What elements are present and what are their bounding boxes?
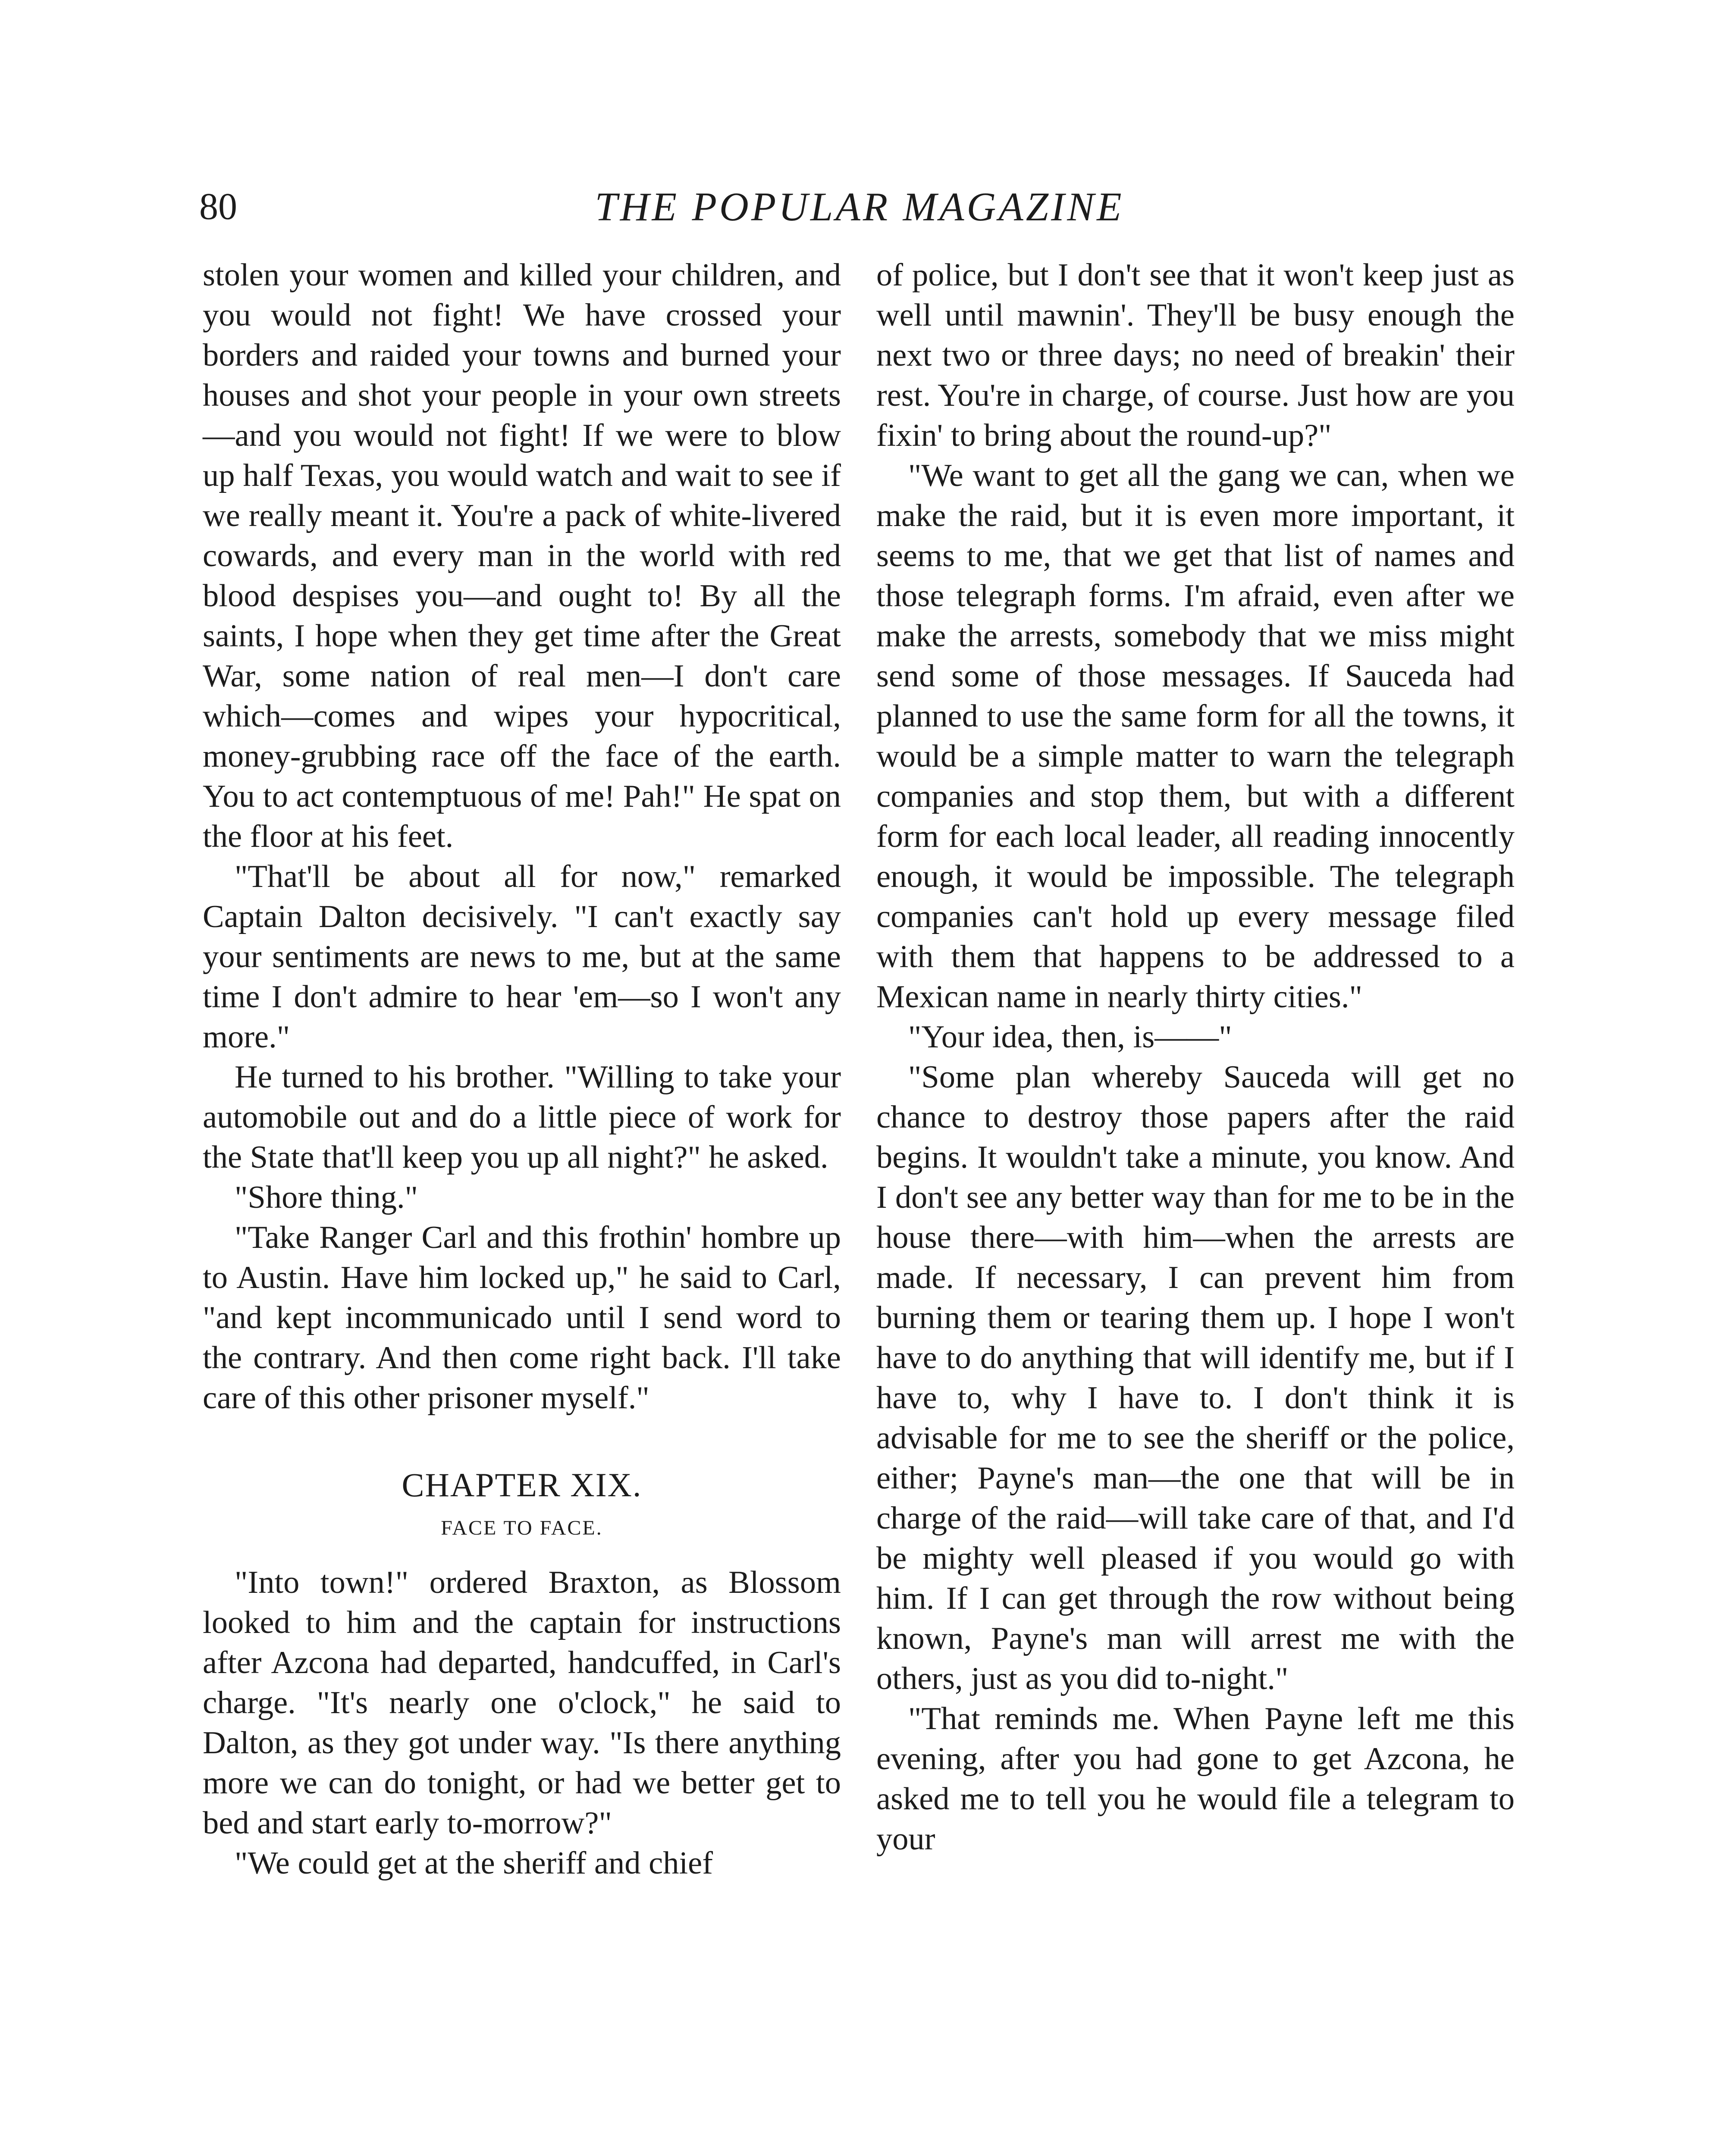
paragraph: "We want to get all the gang we can, when we make the raid, but it is even more important, it seems to me, that we get that list of names and those telegraph forms. I'm afraid, even after we make the arrests, somebody that we miss might send some of those messages. If Sauceda had planned to use the same form for all the towns, it would be a simple matter to warn the telegraph companies and stop them, but with a different form for each local leader, all reading innocently enough, it would be impossible. The telegraph companies can't hold up every message filed with them that happens to be addressed to a Mexican name in nearly thirty cities." — [876, 458, 1515, 1015]
page-header — [0, 179, 1719, 235]
page-number: 80 — [199, 186, 237, 228]
running-title: THE POPULAR MAGAZINE — [595, 185, 1124, 229]
right-column — [876, 255, 1515, 1859]
paragraph: "We could get at the sheriff and chief — [235, 1846, 713, 1881]
paragraph: "Into town!" ordered Braxton, as Blossom looked to him and the captain for instructions after Azcona had departed, handcuffed, in Carl's charge. "It's nearly one o'clock," he said to Dalton, as they got under way. "Is there anything more we can do tonight, or had we better get to bed and start early to-morrow?" — [203, 1565, 841, 1841]
paragraph: He turned to his brother. "Willing to take your automobile out and do a little piece of work for the State that'll keep you up all night?" he asked. — [203, 1059, 841, 1175]
paragraph: "Your idea, then, is——" — [908, 1019, 1232, 1055]
chapter-subtitle: FACE TO FACE. — [441, 1517, 603, 1539]
paragraph: "That reminds me. When Payne left me this evening, after you had gone to get Azcona, he asked me to tell you he would file a telegram to your — [876, 1701, 1515, 1857]
chapter-title: CHAPTER XIX. — [402, 1466, 642, 1504]
left-column — [203, 255, 841, 1883]
paragraph: of police, but I don't see that it won't keep just as well until mawnin'. They'll be busy enough the next two or three days; no need of breakin' their rest. You're in charge, of course. Just how are you fixin' to bring about the round-up?" — [876, 257, 1515, 453]
paragraph: stolen your women and killed your children, and you would not fight! We have crossed your borders and raided your towns and burned your houses and shot your people in your own streets—and you would not fight! If we were to blow up half Texas, you would watch and wait to see if we really meant it. You're a pack of white-livered cowards, and every man in the world with red blood despises you—and ought to! By all the saints, I hope when they get time after the Great War, some nation of real men—I don't care which—comes and wipes your hypocritical, money-grubbing race off the face of the earth. You to act contemptuous of me! Pah!" He spat on the floor at his feet. — [203, 257, 841, 854]
paragraph: "Some plan whereby Sauceda will get no chance to destroy those papers after the raid begins. It wouldn't take a minute, you know. And I don't see any better way than for me to be in the house there—with him—when the arrests are made. If necessary, I can prevent him from burning them or tearing them up. I hope I won't have to do anything that will identify me, but if I have to, why I have to. I don't think it is advisable for me to see the sheriff or the police, either; Payne's man—the one that will be in charge of the raid—will take care of that, and I'd be mighty well pleased if you would go with him. If I can get through the row without being known, Payne's man will arrest me with the others, just as you did to-night." — [876, 1059, 1515, 1696]
paragraph: "Take Ranger Carl and this frothin' hombre up to Austin. Have him locked up," he said to Carl, "and kept incommunicado until I send word to the contrary. And then come right back. I'll take care of this other prisoner myself." — [203, 1220, 841, 1416]
paragraph: "That'll be about all for now," remarked Captain Dalton decisively. "I can't exactly say your sentiments are news to me, but at the same time I don't admire to hear 'em—so I won't any more." — [203, 859, 841, 1055]
paragraph: "Shore thing." — [235, 1180, 418, 1215]
